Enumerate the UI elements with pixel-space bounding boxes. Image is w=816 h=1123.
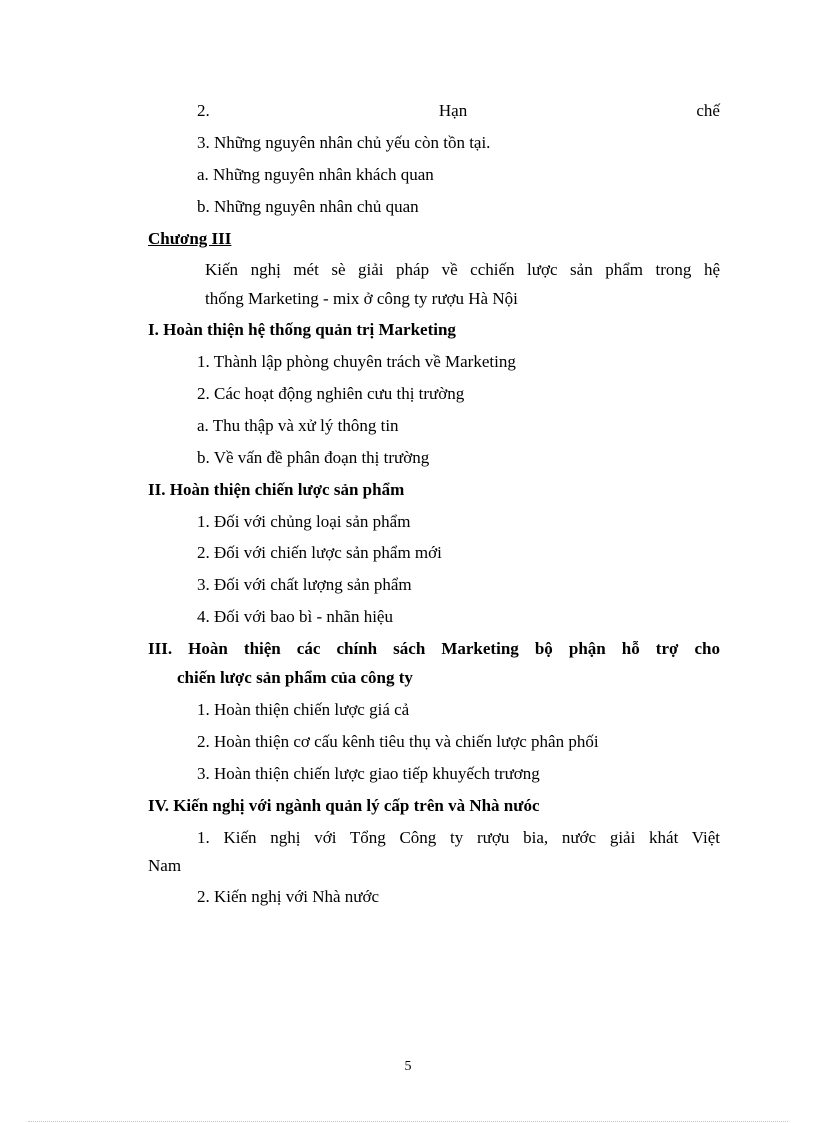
list-item: 2. Hoàn thiện cơ cấu kênh tiêu thụ và chiến lược phân phối	[197, 732, 599, 751]
list-item: 1. Hoàn thiện chiến lược giá cả	[197, 700, 410, 719]
list-item-han-che	[197, 100, 720, 122]
list-item: 1. Thành lập phòng chuyên trách về Marketing	[197, 352, 516, 371]
page-number: 5	[404, 1059, 412, 1074]
list-item-word: chế	[696, 101, 720, 120]
section-3-title-line1: III. Hoàn thiện các chính sách Marketing bộ phận hỗ trợ cho	[148, 639, 720, 658]
list-item: b. Về vấn đề phân đoạn thị trường	[197, 448, 430, 467]
list-item: a. Thu thập và xử lý thông tin	[197, 416, 399, 435]
list-item: 3. Hoàn thiện chiến lược giao tiếp khuyếch trương	[197, 764, 540, 783]
list-item: 2. Kiến nghị với Nhà nước	[197, 887, 380, 906]
list-item: 2. Đối với chiến lược sản phẩm mới	[197, 543, 442, 562]
chapter-subtitle-line1: Kiến nghị mét sè giải pháp về cchiến lược sản phẩm trong hệ	[205, 260, 720, 279]
list-item-number: 2.	[197, 101, 210, 120]
chapter-subtitle-line2: thống Marketing - mix ở công ty rượu Hà Nội	[205, 289, 518, 308]
list-item: 4. Đối với bao bì - nhãn hiệu	[197, 607, 393, 626]
section-2-title: II. Hoàn thiện chiến lược sản phẩm	[148, 480, 405, 499]
list-item-chu-quan: b. Những nguyên nhân chủ quan	[197, 197, 419, 216]
page-bottom-divider	[28, 1121, 788, 1122]
list-item: 3. Đối với chất lượng sản phẩm	[197, 575, 412, 594]
list-item: 1. Kiến nghị với Tổng Công ty rượu bia, nước giải khát Việt	[197, 828, 720, 847]
list-item-continuation: Nam	[148, 856, 182, 875]
section-3-title-line2: chiến lược sản phẩm của công ty	[177, 668, 413, 687]
section-4-title: IV. Kiến nghị với ngành quản lý cấp trên và Nhà nưóc	[148, 796, 540, 815]
section-1-title: I. Hoàn thiện hệ thống quản trị Marketing	[148, 320, 456, 339]
list-item-khach-quan: a. Những nguyên nhân khách quan	[197, 165, 434, 184]
list-item-word: Hạn	[438, 101, 468, 120]
list-item: 2. Các hoạt động nghiên cưu thị trường	[197, 384, 465, 403]
list-item-nguyen-nhan: 3. Những nguyên nhân chủ yếu còn tồn tại.	[197, 133, 491, 152]
chapter-heading: Chương III	[148, 229, 232, 248]
list-item: 1. Đối với chủng loại sản phẩm	[197, 512, 411, 531]
